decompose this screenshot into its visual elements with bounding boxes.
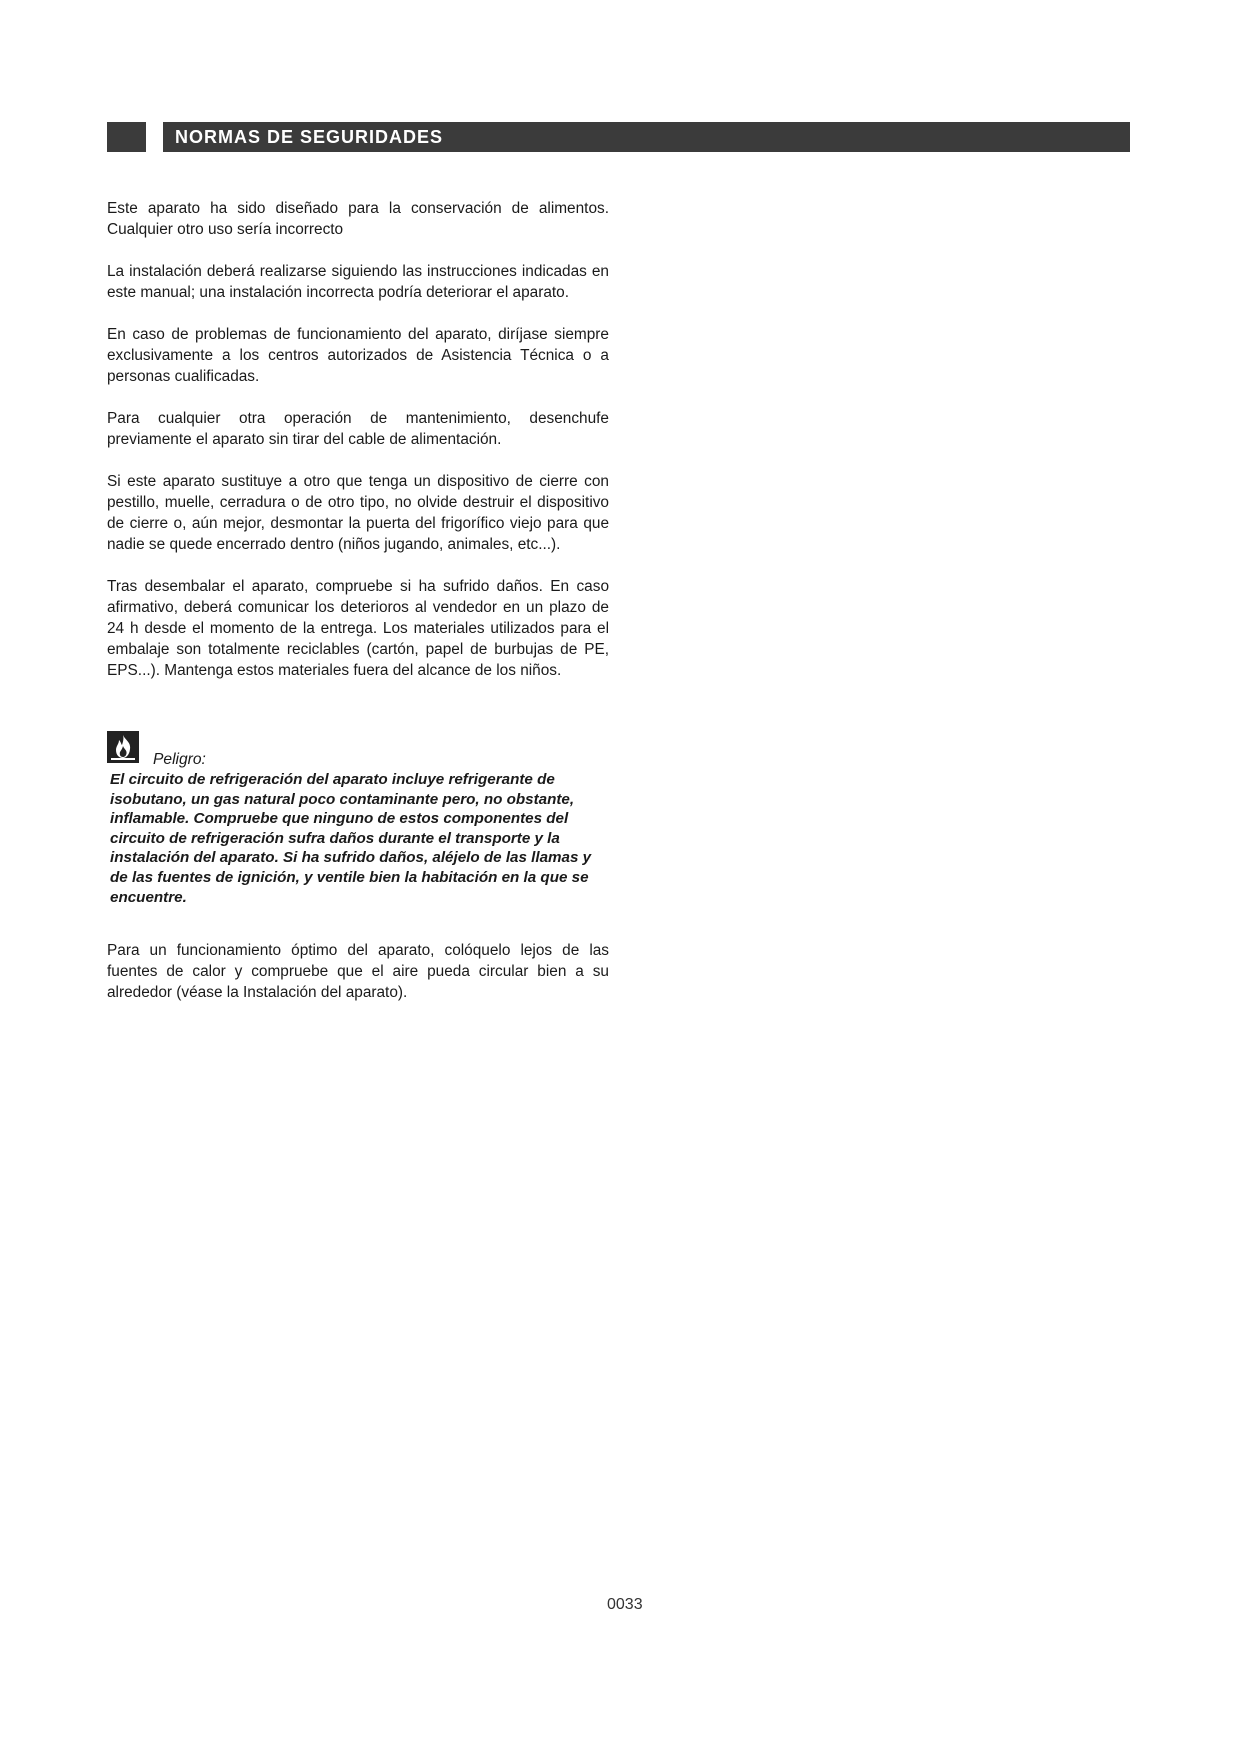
danger-title: Peligro:: [153, 751, 206, 768]
danger-text: El circuito de refrigeración del aparato incluye refrigerante de isobutano, un gas natural poco contaminante pero, no obstante, inflamable. Compruebe que ninguno de estos componentes del circuito de refrigeración sufra daños durante el transporte y la instalación del aparato. Si ha sufrido daños, aléjelo de las llamas y de las fuentes de ignición, y ventile bien la habitación en la que se encuentre.: [110, 771, 592, 906]
paragraph-unpacking: Tras desembalar el aparato, compruebe si ha sufrido daños. En caso afirmativo, deberá comunicar los deterioros al vendedor en un plazo de 24 h desde el momento de la entrega. Los materiales utilizados para el embalaje son totalmente reciclables (cartón, papel de burbujas de PE, EPS...). Mantenga estos materiales fuera del alcance de los niños.: [107, 578, 609, 679]
paragraph-technical-assistance: En caso de problemas de funcionamiento del aparato, diríjase siempre exclusivamente a los centros autorizados de Asistencia Técnica o a personas cualificadas.: [107, 326, 609, 385]
paragraph-old-appliance: Si este aparato sustituye a otro que tenga un dispositivo de cierre con pestillo, muelle, cerradura o de otro tipo, no olvide destruir el dispositivo de cierre o, aún mejor, desmontar la puerta del frigorífico viejo para que nadie se quede encerrado dentro (niños jugando, animales, etc...).: [107, 473, 609, 553]
header-marker-block: [107, 122, 146, 152]
flame-icon: [107, 731, 139, 763]
section-header: [163, 122, 1130, 152]
page-number: 0033: [607, 1596, 643, 1613]
paragraph-ventilation: Para un funcionamiento óptimo del aparato, colóquelo lejos de las fuentes de calor y compruebe que el aire pueda circular bien a su alrededor (véase la Instalación del aparato).: [107, 942, 609, 1002]
paragraph-intended-use: Este aparato ha sido diseñado para la conservación de alimentos. Cualquier otro uso sería incorrecto: [107, 200, 609, 238]
paragraph-maintenance: Para cualquier otra operación de mantenimiento, desenchufe previamente el aparato sin tirar del cable de alimentación.: [107, 410, 609, 448]
paragraph-installation: La instalación deberá realizarse siguiendo las instrucciones indicadas en este manual; una instalación incorrecta podría deteriorar el aparato.: [107, 263, 609, 301]
section-title: NORMAS DE SEGURIDADES: [175, 127, 444, 147]
danger-notice: [107, 731, 609, 907]
body-column: [107, 198, 609, 1024]
